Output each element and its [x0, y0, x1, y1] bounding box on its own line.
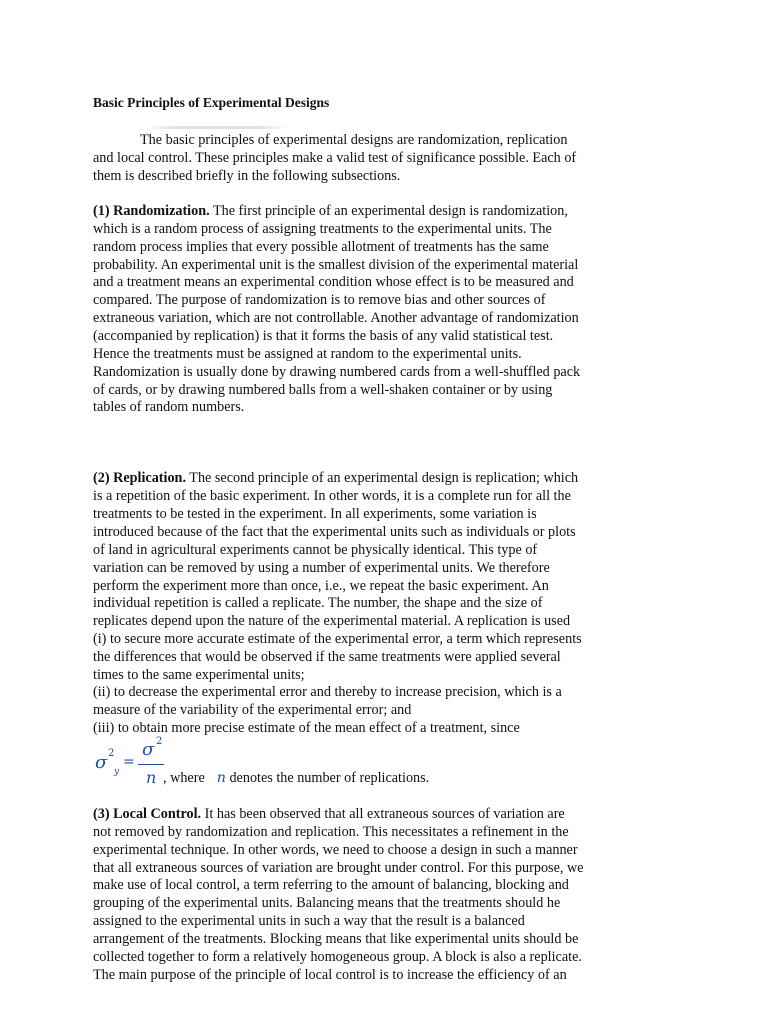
local-control-line: not removed by randomization and replication. This necessitates a refinement in the [93, 824, 569, 840]
randomization-line: of cards, or by drawing numbered balls from a well-shaken container or by using [93, 382, 553, 398]
formula-equals: = [123, 754, 135, 770]
document-title: Basic Principles of Experimental Designs [93, 95, 330, 110]
local-control-line: It has been observed that all extraneous sources of variation are [201, 806, 565, 822]
replication-line: The second principle of an experimental design is replication; which [186, 470, 579, 486]
local-control-first-line [93, 806, 565, 824]
randomization-heading: (1) Randomization. [93, 203, 210, 219]
replication-line: is a repetition of the basic experiment. In other words, it is a complete run for all the [93, 488, 571, 504]
replication-line: perform the experiment more than once, i.e., we repeat the basic experiment. An [93, 578, 549, 594]
randomization-line: tables of random numbers. [93, 399, 245, 415]
replication-line: of land in agricultural experiments cannot be physically identical. This type of [93, 542, 538, 558]
title-divider [148, 126, 288, 129]
intro-line: them is described briefly in the following subsections. [93, 168, 401, 184]
replication-line: individual repetition is called a replicate. The number, the shape and the size of [93, 595, 543, 611]
local-control-heading: (3) Local Control. [93, 806, 202, 822]
randomization-line: probability. An experimental unit is the smallest division of the experimental material [93, 257, 579, 273]
replication-line: (i) to secure more accurate estimate of the experimental error, a term which represents [93, 631, 582, 647]
formula-fraction-bar [138, 764, 164, 765]
local-control-line: arrangement of the treatments. Blocking means that like experimental units should be [93, 931, 579, 947]
formula-explanation [163, 770, 429, 788]
local-control-line: make use of local control, a term referring to the amount of balancing, blocking and [93, 877, 569, 893]
replication-line: replicates depend upon the nature of the experimental material. A replication is used [93, 613, 571, 629]
formula-sigma-right: σ [142, 739, 155, 760]
local-control-line: assigned to the experimental units in such a way that the result is a balanced [93, 913, 525, 929]
randomization-line: random process implies that every possible allotment of treatments has the same [93, 239, 549, 255]
randomization-line: The first principle of an experimental design is randomization, [209, 203, 568, 219]
formula-square-right: 2 [156, 736, 163, 747]
replication-line: introduced because of the fact that the experimental units such as individuals or plots [93, 524, 576, 540]
local-control-line: collected together to form a relatively homogeneous group. A block is also a replicate. [93, 949, 582, 965]
replication-line: (ii) to decrease the experimental error and thereby to increase precision, which is a [93, 684, 562, 700]
randomization-line: and a treatment means an experimental condition whose effect is to be measured and [93, 274, 574, 290]
local-control-line: grouping of the experimental units. Balancing means that the treatments should he [93, 895, 561, 911]
intro-line: The basic principles of experimental designs are randomization, replication [140, 132, 568, 148]
replication-line: measure of the variability of the experimental error; and [93, 702, 412, 718]
randomization-line: extraneous variation, which are not controllable. Another advantage of randomization [93, 310, 579, 326]
replication-line: treatments to be tested in the experiment. In all experiments, some variation is [93, 506, 537, 522]
local-control-line: experimental technique. In other words, we need to choose a design in such a manner [93, 842, 578, 858]
randomization-line: Hence the treatments must be assigned at random to the experimental units. [93, 346, 522, 362]
randomization-line: Randomization is usually done by drawing numbered cards from a well-shuffled pack [93, 364, 581, 380]
local-control-line: The main purpose of the principle of local control is to increase the efficiency of an [93, 967, 567, 983]
replication-line: times to the same experimental units; [93, 667, 305, 683]
randomization-line: (accompanied by replication) is that it forms the basis of any valid statistical test. [93, 328, 554, 344]
formula-square-left: 2 [108, 748, 115, 759]
replication-line: the differences that would be observed if the same treatments were applied several [93, 649, 561, 665]
replication-line: variation can be removed by using a number of experimental units. We therefore [93, 560, 550, 576]
intro-line: and local control. These principles make a valid test of significance possible. Each of [93, 150, 577, 166]
formula-after-text: denotes the number of replications. [225, 770, 430, 786]
replication-heading: (2) Replication. [93, 470, 186, 486]
replication-first-line [93, 470, 578, 488]
replication-line: (iii) to obtain more precise estimate of the mean effect of a treatment, since [93, 720, 520, 736]
randomization-line: compared. The purpose of randomization is to remove bias and other sources of [93, 292, 546, 308]
formula-sigma-left: σ [95, 752, 108, 773]
formula-subscript-y: y [114, 767, 120, 777]
local-control-line: that all extraneous sources of variation are brought under control. For this purpose, we [93, 860, 584, 876]
randomization-first-line [93, 203, 568, 221]
formula-denominator-n: n [146, 768, 157, 787]
formula-inline-n: n [216, 770, 226, 786]
randomization-line: which is a random process of assigning treatments to the experimental units. The [93, 221, 552, 237]
formula-where-text: , where [163, 770, 205, 786]
